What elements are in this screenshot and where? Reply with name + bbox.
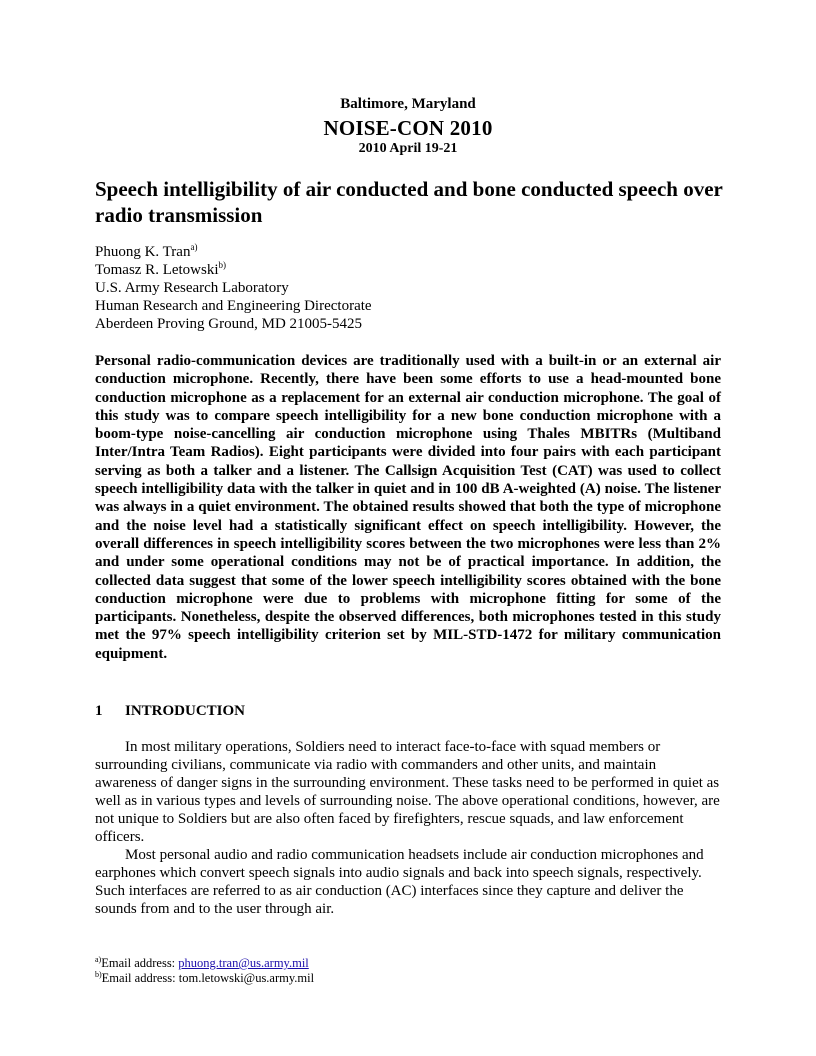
footnote-mark: b) bbox=[218, 260, 227, 270]
author-1 bbox=[95, 243, 372, 261]
footnote-mark: a) bbox=[190, 242, 198, 252]
author-block bbox=[95, 243, 372, 333]
footnote-a bbox=[95, 956, 314, 971]
author-2 bbox=[95, 261, 372, 279]
footnote-email: tom.letowski@us.army.mil bbox=[178, 971, 315, 985]
conference-name: NOISE-CON 2010 bbox=[323, 116, 493, 140]
author-name: Phuong K. Tran bbox=[95, 244, 191, 260]
footnote-mark: a) bbox=[95, 955, 102, 964]
body-text bbox=[95, 738, 721, 918]
footnote-label: Email address: bbox=[101, 956, 179, 970]
section-heading bbox=[95, 703, 245, 720]
paragraph: In most military operations, Soldiers need to interact face-to-face with squad members or surrounding civilians, communicate via radio with commanders and other units, and maintain awareness of danger signs in the surrounding environment. These tasks need to be performed in quiet as well as in various types and levels of surrounding noise. The above operational conditions, however, are not unique to Soldiers but are also often faced by firefighters, rescue squads, and law enforcement officers. bbox=[95, 739, 720, 845]
footnotes bbox=[95, 956, 314, 986]
section-number: 1 bbox=[95, 703, 103, 719]
affiliation-line: Human Research and Engineering Directorate bbox=[95, 298, 372, 314]
conference-dates: 2010 April 19-21 bbox=[358, 141, 458, 156]
footnote-b bbox=[95, 971, 314, 986]
affiliation-line: Aberdeen Proving Ground, MD 21005-5425 bbox=[95, 316, 363, 332]
abstract: Personal radio-communication devices are traditionally used with a built-in or an external air conduction microphone. Recently, there have been some efforts to use a head-mounted bone conduction microphone as a replacement for an external air conduction microphone. The goal of this study was to compare speech intelligibility for a new bone conduction microphone with a boom-type noise-cancelling air conduction microphone using Thales MBITRs (Multiband Inter/Intra Team Radios). Eight participants were divided into four pairs with each participant serving as both a talker and a listener. The Callsign Acquisition Test (CAT) was used to collect speech intelligibility data with the talker in quiet and in 100 dB A-weighted (A) noise. The listener was always in a quiet environment. The obtained results showed that both the type of microphone and the noise level had a statistically significant effect on speech intelligibility. However, the overall differences in speech intelligibility scores between the two microphones were less than 2% and under some operational conditions may not be of practical importance. In addition, the collected data suggest that some of the lower speech intelligibility scores obtained with the bone conduction microphone were due to problems with microphone fitting for some of the participants. Nonetheless, despite the observed differences, both microphones tested in this study met the 97% speech intelligibility criterion set by MIL-STD-1472 for military communication equipment. bbox=[95, 353, 721, 662]
footnote-mark: b) bbox=[95, 970, 102, 979]
section-title: INTRODUCTION bbox=[125, 703, 246, 719]
footnote-label: Email address: bbox=[101, 971, 179, 985]
affiliation-line: U.S. Army Research Laboratory bbox=[95, 280, 289, 296]
paragraph: Most personal audio and radio communication headsets include air conduction microphones and earphones which convert speech signals into audio signals and back into speech signals, respectively. Such interfaces are referred to as air conduction (AC) interfaces since they capture and deliver the sounds from and to the user through air. bbox=[95, 847, 704, 917]
author-name: Tomasz R. Letowski bbox=[95, 262, 219, 278]
email-link[interactable]: phuong.tran@us.army.mil bbox=[178, 956, 309, 970]
conference-location: Baltimore, Maryland bbox=[340, 96, 476, 112]
paper-title: Speech intelligibility of air conducted and bone conducted speech over radio transmission bbox=[95, 177, 723, 227]
